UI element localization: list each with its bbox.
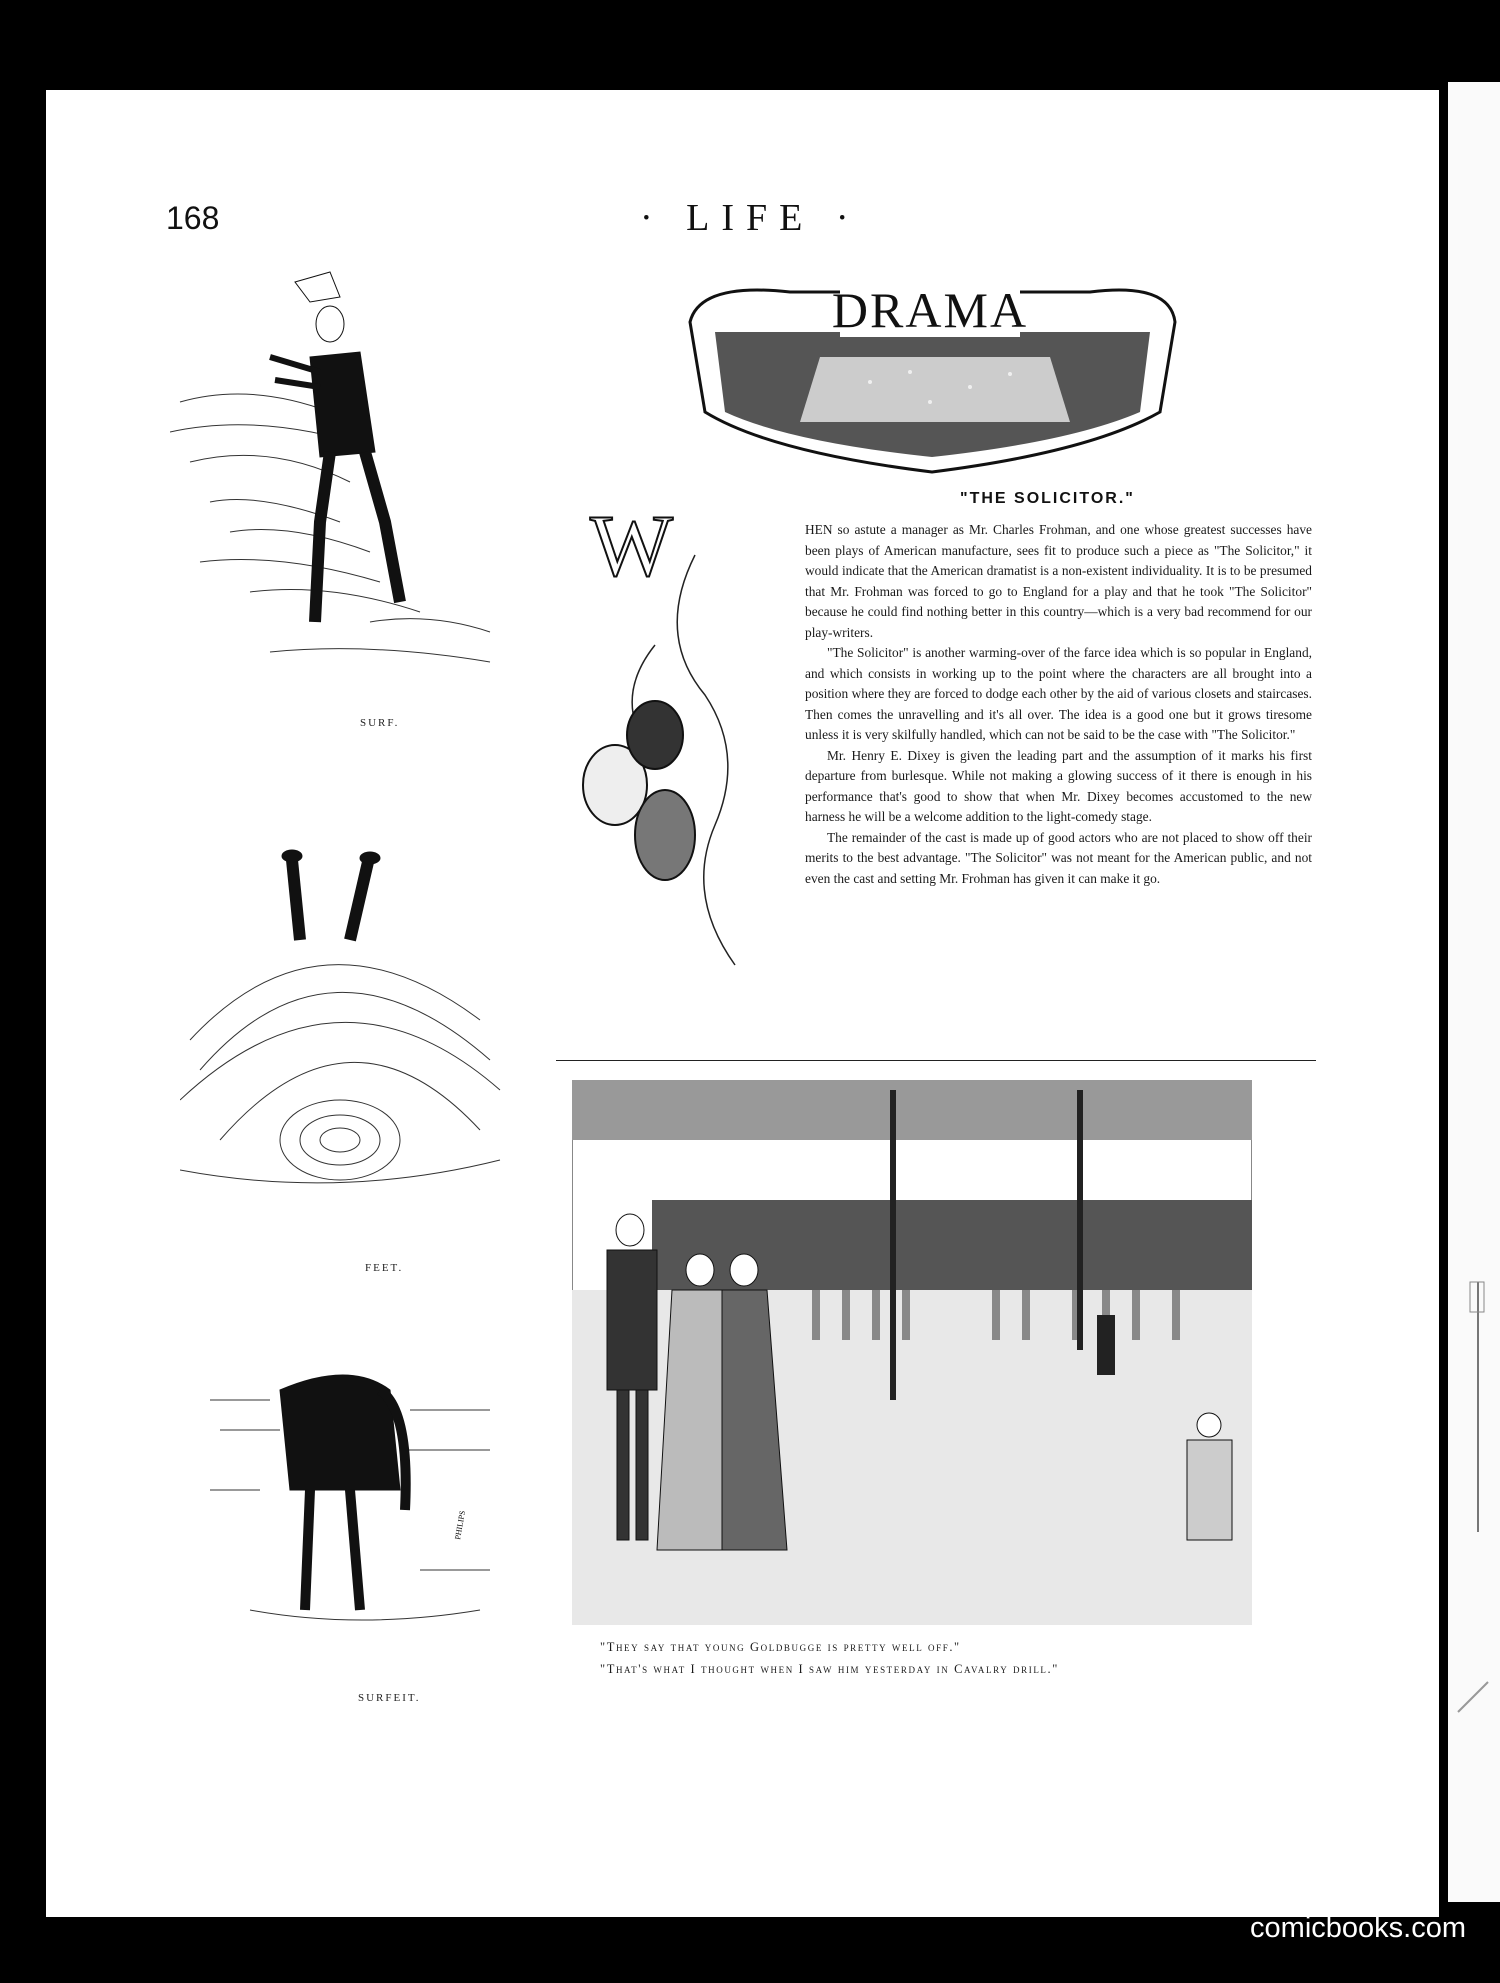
cartoon-caption-line1: "They say that young Goldbugge is pretty well off." [600,1640,961,1654]
source-watermark: comicbooks.com [1250,1912,1466,1944]
feet-illustration [180,840,510,1240]
caption-surfeit: SURFEIT. [358,1692,421,1704]
drama-label: DRAMA [831,282,1029,338]
dropcap-letter: W [590,498,674,595]
adjacent-page-edge [1448,82,1500,1902]
theatre-masks-illustration [545,495,780,975]
paragraph-3: Mr. Henry E. Dixey is given the leading part and the assumption of it marks his first departure from burlesque. While not making a glowing success of it there is enough in his performance that's good to show that when Mr. Dixey becomes accustomed to the new harness he will be a welcome addition to the light-comedy stage. [805,747,1312,824]
paragraph-4: The remainder of the cast is made up of good actors who are not placed to show off their merits to the best advantage. "The Solicitor" was not meant for the American public, and not even the cast and setting Mr. Frohman has given it can make it go. [805,829,1312,886]
page-number: 168 [166,200,220,236]
masthead-title: · LIFE · [640,197,861,239]
caption-feet: FEET. [365,1262,404,1274]
surf-illustration [170,262,510,702]
surfeit-illustration [210,1370,500,1650]
drama-header-banner [670,262,1195,482]
artist-signature: PHILIPS [453,1509,468,1541]
cartoon-caption-line2: "That's what I thought when I saw him yesterday in Cavalry drill." [600,1662,1059,1676]
paragraph-2: "The Solicitor" is another warming-over of the farce idea which is so popular in England, and which consists in working up to the point where the characters are all brought into a position where they are forced to dodge each other by the aid of various closets and staircases. Then comes the unravelling and it's all over. The idea is a good one but it grows tiresome unless it is very skilfully handled, which can not be said to be the case with "The Solicitor." [805,645,1312,742]
paragraph-1: HEN so astute a manager as Mr. Charles Frohman, and one whose greatest successes have been plays of American manufacture, sees fit to produce such a piece as "The Solicitor," it would indicate that the American dramatist is a non-existent individuality. It is to be presumed that Mr. Frohman was forced to go to England for a play and that he took "The Solicitor" because he could find nothing better in this country—which is a very bad recommend for our play-writers. [805,522,1312,640]
section-rule [556,1060,1316,1061]
article-body-top [805,520,1312,889]
cavalry-drill-cartoon [572,1080,1252,1625]
caption-surf: SURF. [360,717,400,729]
article-title: "THE SOLICITOR." [960,490,1135,507]
